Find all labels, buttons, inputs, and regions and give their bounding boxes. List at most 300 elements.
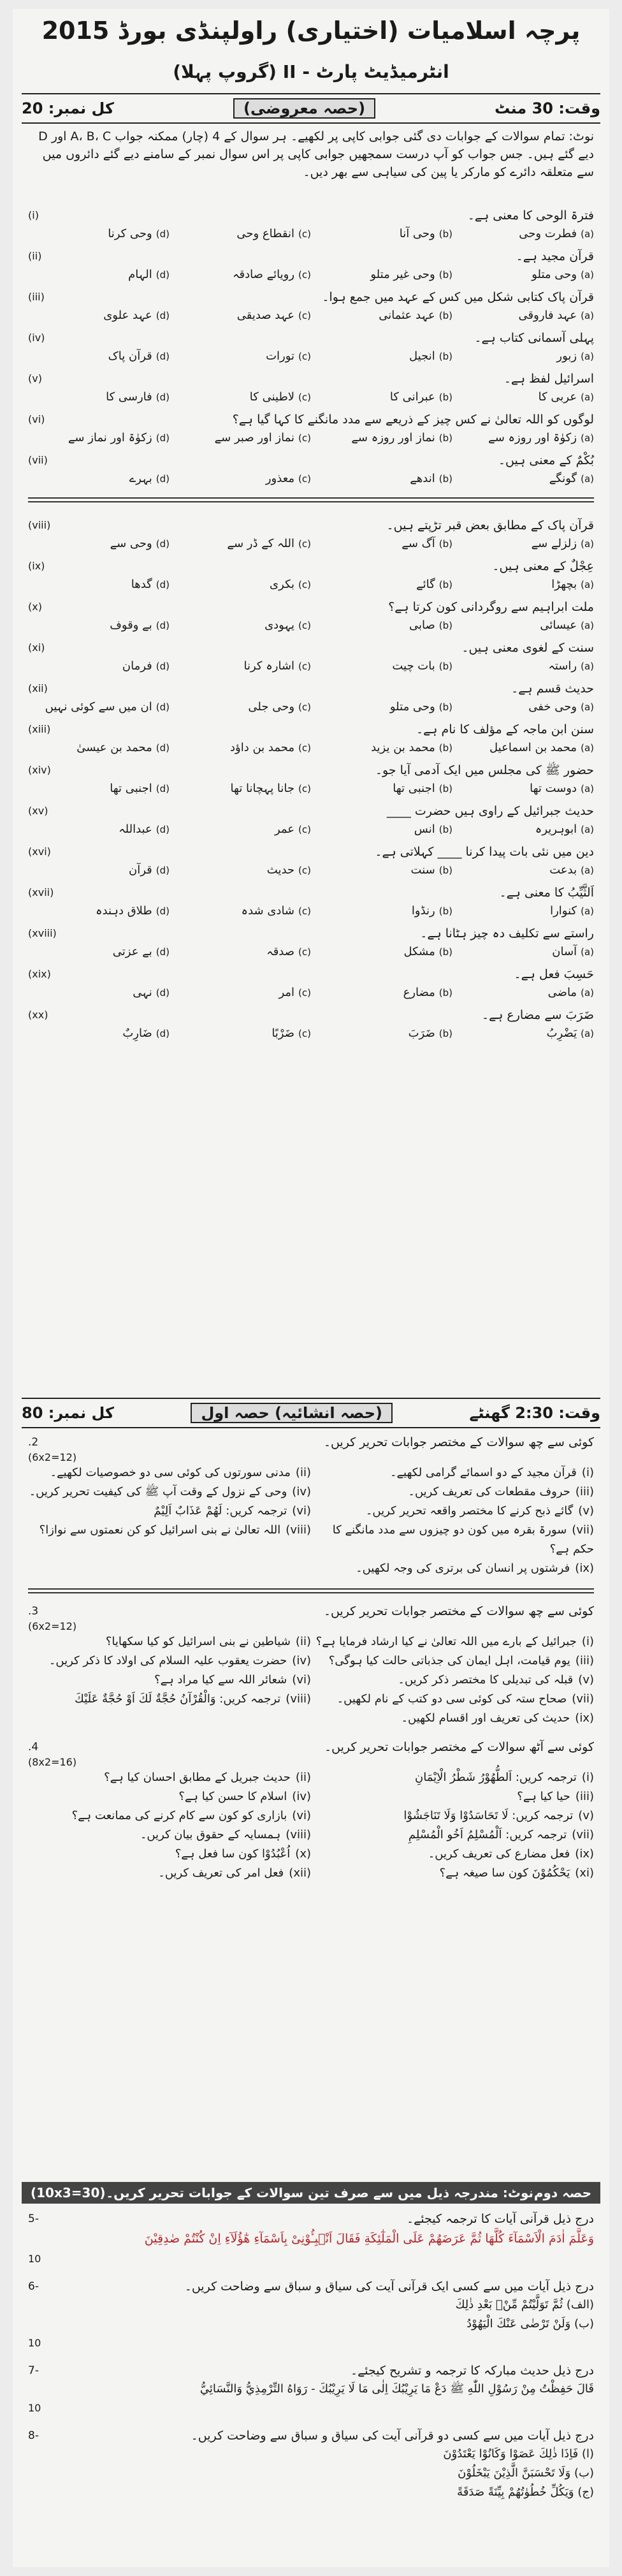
short-question-text: بازاری کو کون سے کام کرنے کی ممانعت ہے؟ bbox=[71, 1809, 287, 1822]
mcq-option: (d)نہی bbox=[133, 986, 170, 999]
mcq-question-text: قرآن پاک کتابی شکل میں کس کے عہد میں جمع ہوا۔ bbox=[322, 290, 594, 304]
mcq-option: (a)عہد فاروقی bbox=[518, 309, 594, 322]
mcq-option: (a)عیسائی bbox=[540, 618, 594, 632]
q4-marks: (8x2=16) bbox=[28, 1756, 77, 1768]
mcq-option: (a)زکوٰۃ اور روزہ سے bbox=[488, 431, 594, 444]
mcq-option-text: محمد بن داؤد bbox=[230, 741, 295, 754]
mcq-item bbox=[28, 247, 594, 284]
short-question-text: جبرائیل کے بارے میں اللہ تعالیٰ نے کیا ارشاد فرمایا ہے؟ bbox=[315, 1635, 577, 1648]
mcq-question-text: حَسِبَ فعل ہے۔ bbox=[514, 967, 594, 981]
short-question-text: اسلام کا حسن کیا ہے؟ bbox=[178, 1790, 287, 1803]
mcq-option: (c)وحی جلی bbox=[248, 700, 311, 714]
q8-item: (ج) وَيَكُلِّ خُطُوٰتُهُمْ بِيِّنَةً صَدَقَةً bbox=[457, 2485, 594, 2499]
mcq-option: (c)شادی شدہ bbox=[241, 904, 311, 918]
mcq-option: (a)وحی خفی bbox=[528, 700, 594, 714]
q8-label: -8 bbox=[28, 2429, 39, 2442]
mcq-option: (b)سنت bbox=[410, 863, 452, 877]
short-question-text: صحاح ستہ کی کوئی سی دو کتب کے نام لکھیں۔ bbox=[336, 1692, 567, 1706]
mcq-option: (b)ضَرَبَ bbox=[408, 1027, 452, 1040]
short-question-number: (i) bbox=[581, 1466, 594, 1479]
part-two-band bbox=[22, 2182, 600, 2204]
mcq-option-text: معذور bbox=[265, 472, 295, 485]
short-question-item bbox=[311, 1864, 594, 1883]
short-question-text: مدنی سورتوں کی کوئی سی دو خصوصیات لکھیے۔ bbox=[50, 1466, 291, 1479]
mcq-question-text: دین میں نئی بات پیدا کرنا ____ کہلاتی ہے۔ bbox=[375, 845, 594, 859]
short-question-item bbox=[311, 1768, 594, 1787]
mcq-option: (c)محمد بن داؤد bbox=[230, 741, 311, 754]
part-two-marks: (10x3=30) bbox=[31, 2185, 106, 2200]
mcq-option-text: بہرے bbox=[129, 472, 152, 485]
short-question-item bbox=[311, 1690, 594, 1709]
short-question-text: حدیث کی تعریف اور اقسام لکھیں۔ bbox=[401, 1711, 570, 1725]
short-question-text: فعل مضارع کی تعریف کریں۔ bbox=[428, 1847, 570, 1861]
short-question-item bbox=[311, 1482, 594, 1502]
mcq-option-text: گونگے bbox=[549, 472, 577, 485]
q8-text: درج ذیل آیات میں سے کسی دو قرآنی آیت کی سیاق و سباق سے وضاحت کریں۔ bbox=[191, 2429, 594, 2443]
short-question-item bbox=[28, 1671, 311, 1690]
q2-marks: (6x2=12) bbox=[28, 1451, 77, 1463]
mcq-option: (a)گونگے bbox=[549, 472, 594, 485]
mcq-option-text: ماضی bbox=[547, 986, 577, 999]
mcq-option-text: محمد بن اسماعیل bbox=[489, 741, 577, 754]
mcq-item bbox=[28, 557, 594, 594]
mcq-option: (d)گدھا bbox=[131, 578, 170, 591]
short-question-item bbox=[28, 1521, 311, 1559]
subjective-time: وقت: 2:30 گھنٹے bbox=[469, 1404, 600, 1422]
mcq-option-text: دوست تھا bbox=[530, 782, 577, 795]
short-question-item bbox=[28, 1806, 311, 1826]
q6-marks: 10 bbox=[28, 2337, 41, 2349]
q2-block bbox=[28, 1433, 594, 1578]
mcq-question-text: حضور ﷺ کی مجلس میں ایک آدمی آیا جو۔ bbox=[375, 763, 594, 777]
short-question-item bbox=[311, 1651, 594, 1671]
mcq-option: (a)فطرت وحی bbox=[519, 227, 594, 240]
mcq-option: (d)وحی کرنا bbox=[108, 227, 170, 240]
mcq-option: (a)عربی کا bbox=[538, 390, 594, 404]
mcq-item bbox=[28, 598, 594, 635]
short-question-item bbox=[28, 1709, 594, 1728]
mcq-option-text: وحی متلو bbox=[389, 700, 435, 714]
mcq-option-text: کنوارا bbox=[550, 904, 577, 918]
mcq-question-text: سنت کے لغوی معنی ہیں۔ bbox=[461, 641, 594, 655]
mcq-option-text: لاطینی کا bbox=[249, 390, 295, 404]
mcq-option-text: عہد علوی bbox=[103, 309, 152, 322]
short-question-text: فعل امر کی تعریف کریں۔ bbox=[158, 1866, 284, 1880]
mcq-option: (d)طلاق دہندہ bbox=[96, 904, 170, 918]
short-question-number: (ix) bbox=[575, 1847, 594, 1861]
short-question-number: (xi) bbox=[575, 1866, 594, 1880]
mcq-option-text: اجنبی تھا bbox=[393, 782, 435, 795]
mcq-option-text: رویائے صادقہ bbox=[232, 268, 295, 281]
mcq-item bbox=[28, 207, 594, 244]
short-question-text: حدیث جبریل کے مطابق احسان کیا ہے؟ bbox=[104, 1771, 291, 1784]
mcq-option: (d)قرآن bbox=[128, 863, 170, 877]
short-question-number: (iv) bbox=[292, 1485, 311, 1498]
mcq-option: (a)دوست تھا bbox=[530, 782, 594, 795]
q5-text: درج ذیل قرآنی آیات کا ترجمہ کیجئے۔ bbox=[407, 2212, 594, 2226]
q7-label: -7 bbox=[28, 2364, 39, 2377]
mcq-option: (c)یہودی bbox=[264, 618, 311, 632]
mcq-option: (c)ضَرْبًا bbox=[271, 1027, 311, 1040]
short-question-text: یوم قیامت، اہل ایمان کی جذباتی حالت کیا ہوگی؟ bbox=[328, 1654, 570, 1667]
mcq-option: (b)مضارع bbox=[403, 986, 452, 999]
q5-arabic: وَعَلَّمَ اٰدَمَ الْاَسْمَآءَ كُلَّهَا ثُمَّ عَرَضَهُمْ عَلَى الْمَلٰٓئِكَةِ فَقَالَ اَنْۢبِـُٔوْنِىْ بِاَسْمَآءِ هٰٓؤُلَآءِ اِنْ كُنْتُمْ صٰدِقِيْنَ bbox=[144, 2232, 594, 2246]
short-question-number: (iii) bbox=[575, 1654, 594, 1667]
mcq-option-text: وحی سے bbox=[110, 537, 152, 550]
objective-section bbox=[28, 128, 594, 181]
mcq-option: (a)ابوہریرہ bbox=[535, 823, 594, 836]
mcq-option: (d)ان میں سے کوئی نہیں bbox=[45, 700, 170, 714]
short-question-number: (ix) bbox=[575, 1711, 594, 1725]
mcq-option: (d)اجنبی تھا bbox=[110, 782, 170, 795]
q7-text: درج ذیل حدیث مبارکہ کا ترجمہ و تشریح کیجئے۔ bbox=[350, 2364, 594, 2378]
mcq-option-text: فارسی کا bbox=[106, 390, 152, 404]
mcq-question-number: (vii) bbox=[28, 454, 48, 466]
mcq-question-text: ضَرَبَ سے مضارع ہے۔ bbox=[481, 1008, 594, 1022]
short-question-item bbox=[28, 1787, 311, 1806]
mcq-option-text: ابوہریرہ bbox=[535, 823, 577, 836]
q8-item: (ا) فَاِذَا ذٰلِكَ عَصَوْا وَكَانُوْا يَعْتَدُوْنَ bbox=[443, 2447, 594, 2461]
mcq-option-text: عربی کا bbox=[538, 390, 577, 404]
q7-arabic: قَالَ حَفِظْتُ مِنْ رَسُوْلِ اللّٰهِ ﷺ دَعْ مَا يَرِيْبُكَ اِلٰى مَا لَا يَرِيْبُكَ - رَوَاهُ التِّرْمِذِيُّ وَالنَّسَائِيُّ bbox=[199, 2382, 594, 2396]
short-question-number: (vii) bbox=[572, 1523, 594, 1537]
mcq-option: (d)بے عزتی bbox=[112, 945, 170, 958]
mcq-option-text: انس bbox=[414, 823, 435, 836]
mcq-option: (d)الہام bbox=[128, 268, 170, 281]
mcq-option-text: عہد صدیقی bbox=[236, 309, 295, 322]
mcq-option: (d)زکوٰۃ اور نماز سے bbox=[68, 431, 170, 444]
objective-section-name: (حصہ معروضی) bbox=[233, 98, 375, 119]
mcq-option-text: بکری bbox=[270, 578, 295, 591]
mcq-question-number: (iii) bbox=[28, 291, 45, 303]
short-question-text: حیا کیا ہے؟ bbox=[517, 1790, 570, 1803]
mcq-option-text: محمد بن عیسیٰ bbox=[76, 741, 152, 754]
mcq-option-text: سنت bbox=[410, 863, 435, 877]
subjective-marks: کل نمبر: 80 bbox=[22, 1404, 114, 1422]
mcq-question-number: (iv) bbox=[28, 332, 45, 344]
mcq-option-text: اجنبی تھا bbox=[110, 782, 152, 795]
mcq-option: (c)بکری bbox=[270, 578, 311, 591]
q6-text: درج ذیل آیات میں سے کسی ایک قرآنی آیت کی سیاق و سباق سے وضاحت کریں۔ bbox=[184, 2280, 594, 2294]
short-question-item bbox=[311, 1826, 594, 1845]
mcq-option-text: عہد فاروقی bbox=[518, 309, 577, 322]
short-question-item bbox=[28, 1632, 311, 1651]
mcq-option: (c)معذور bbox=[265, 472, 311, 485]
mcq-option-text: عبرانی کا bbox=[389, 390, 435, 404]
exam-paper bbox=[13, 9, 609, 2567]
mcq-option: (c)نماز اور صبر سے bbox=[214, 431, 311, 444]
mcq-option-text: فرمان bbox=[122, 659, 152, 673]
short-question-item bbox=[311, 1671, 594, 1690]
q7-marks: 10 bbox=[28, 2402, 41, 2414]
mcq-option: (c)انقطاع وحی bbox=[236, 227, 311, 240]
short-question-text: ترجمہ کریں: اَلطُّهُوْرُ شَطْرُ الْاِيْمَانِ bbox=[415, 1771, 577, 1784]
short-question-item bbox=[28, 1651, 311, 1671]
mcq-item bbox=[28, 411, 594, 448]
mcq-option-text: ضَارِبٌ bbox=[122, 1027, 152, 1040]
short-question-number: (v) bbox=[578, 1673, 594, 1687]
short-question-text: یَحْكُمُوْنَ کون سا صیغہ ہے؟ bbox=[439, 1866, 570, 1880]
mcq-question-number: (viii) bbox=[28, 519, 51, 531]
divider bbox=[28, 497, 594, 502]
mcq-option: (b)گائے bbox=[416, 578, 452, 591]
mcq-option-text: نماز اور صبر سے bbox=[214, 431, 295, 444]
short-question-number: (vi) bbox=[292, 1809, 311, 1822]
short-question-item bbox=[311, 1787, 594, 1806]
mcq-option: (a)ماضی bbox=[547, 986, 594, 999]
short-question-number: (vi) bbox=[292, 1673, 311, 1687]
mcq-option-text: راستہ bbox=[548, 659, 577, 673]
mcq-option-text: وحی کرنا bbox=[108, 227, 152, 240]
short-question-number: (i) bbox=[581, 1635, 594, 1648]
short-question-number: (ix) bbox=[575, 1562, 594, 1575]
mcq-option-text: رنڈوا bbox=[411, 904, 435, 918]
mcq-option-text: گدھا bbox=[131, 578, 152, 591]
mcq-option-text: تورات bbox=[266, 349, 295, 363]
mcq-option-text: شادی شدہ bbox=[241, 904, 295, 918]
short-question-item bbox=[28, 1559, 594, 1578]
mcq-question-text: قرآن مجید ہے۔ bbox=[516, 249, 594, 263]
mcq-option: (d)عہد علوی bbox=[103, 309, 170, 322]
short-question-text: سورۃ بقرہ میں کون دو چیزوں سے مدد مانگنے کا حکم ہے؟ bbox=[332, 1523, 594, 1556]
q6-item: (ب) وَلَنْ تَرْضٰى عَنْكَ الْيَهُوْدُ bbox=[466, 2317, 594, 2331]
mcq-item bbox=[28, 1006, 594, 1043]
mcq-option-text: زکوٰۃ اور روزہ سے bbox=[488, 431, 577, 444]
mcq-item bbox=[28, 721, 594, 757]
mcq-item bbox=[28, 451, 594, 488]
q8 bbox=[28, 2427, 594, 2502]
mcq-option-text: صابی bbox=[409, 618, 435, 632]
mcq-option-text: زبور bbox=[556, 349, 577, 363]
short-question-text: قبلہ کی تبدیلی کا مختصر ذکر کریں۔ bbox=[398, 1673, 574, 1687]
mcq-item bbox=[28, 925, 594, 962]
mcq-option-text: حدیث bbox=[266, 863, 295, 877]
mcq-option: (b)بات چیت bbox=[392, 659, 452, 673]
short-question-item bbox=[311, 1521, 594, 1559]
mcq-question-text: ملت ابراہیم سے روگردانی کون کرتا ہے؟ bbox=[388, 600, 594, 614]
short-question-number: (ii) bbox=[295, 1635, 311, 1648]
mcq-option: (d)عبداللہ bbox=[119, 823, 170, 836]
mcq-question-number: (xix) bbox=[28, 968, 51, 980]
q3-block bbox=[28, 1602, 594, 1728]
mcq-option-text: نماز اور روزہ سے bbox=[351, 431, 435, 444]
mcq-question-number: (xii) bbox=[28, 682, 48, 694]
mcq-question-text: اسرائیل لفظ ہے۔ bbox=[503, 372, 594, 386]
mcq-option: (b)مشکل bbox=[403, 945, 452, 958]
mcq-question-number: (xiv) bbox=[28, 764, 51, 776]
q3-marks: (6x2=12) bbox=[28, 1620, 77, 1632]
q4-block bbox=[28, 1738, 594, 1883]
mcq-option-text: مضارع bbox=[403, 986, 435, 999]
mcq-option: (c)امر bbox=[278, 986, 311, 999]
short-question-number: (viii) bbox=[286, 1828, 311, 1841]
mcq-question-number: (ix) bbox=[28, 560, 45, 572]
subjective-section-name: (حصہ انشائیہ) حصہ اول bbox=[191, 1403, 393, 1423]
mcq-option-text: اللہ کے ڈر سے bbox=[227, 537, 295, 550]
mcq-question-text: حدیث قسم ہے۔ bbox=[511, 682, 594, 696]
mcq-option: (c)رویائے صادقہ bbox=[232, 268, 311, 281]
short-question-number: (xii) bbox=[289, 1866, 311, 1880]
mcq-question-number: (xvi) bbox=[28, 845, 51, 858]
mcq-option: (a)یَضْرِبُ bbox=[546, 1027, 594, 1040]
short-question-item bbox=[311, 1806, 594, 1826]
mcq-option: (d)بے وقوف bbox=[110, 618, 170, 632]
mcq-question-number: (xvii) bbox=[28, 886, 54, 898]
mcq-question-text: عِجْلٌ کے معنی ہیں۔ bbox=[492, 559, 594, 573]
mcq-option: (a)آسان bbox=[552, 945, 594, 958]
mcq-option-text: وحی آنا bbox=[399, 227, 435, 240]
short-question-item bbox=[28, 1482, 311, 1502]
mcq-option-text: محمد بن یزید bbox=[371, 741, 435, 754]
mcq-option-text: مشکل bbox=[403, 945, 435, 958]
mcq-option: (d)وحی سے bbox=[110, 537, 170, 550]
short-question-text: شعائر اللہ سے کیا مراد ہے؟ bbox=[154, 1673, 287, 1687]
short-question-item bbox=[28, 1768, 311, 1787]
q5-label: -5 bbox=[28, 2213, 39, 2225]
short-question-number: (iv) bbox=[292, 1654, 311, 1667]
mcq-option-text: اشارہ کرنا bbox=[243, 659, 295, 673]
mcq-option: (d)بہرے bbox=[129, 472, 170, 485]
short-question-item bbox=[28, 1690, 311, 1709]
mcq-option: (c)عہد صدیقی bbox=[236, 309, 311, 322]
mcq-option-text: وحی غیر متلو bbox=[370, 268, 435, 281]
short-question-item bbox=[311, 1502, 594, 1521]
paper-title: پرچہ اسلامیات (اختیاری) راولپنڈی بورڈ 2015 bbox=[41, 17, 581, 45]
mcq-option-text: قرآن پاک bbox=[108, 349, 152, 363]
mcq-question-number: (x) bbox=[28, 601, 42, 613]
short-question-text: قرآن مجید کے دو اسمائے گرامی لکھیے۔ bbox=[389, 1466, 577, 1479]
objective-time: وقت: 30 منٹ bbox=[495, 99, 600, 117]
mcq-option: (c)اشارہ کرنا bbox=[243, 659, 311, 673]
mcq-question-text: حدیث جبرائیل کے راوی ہیں حضرت ____ bbox=[386, 804, 594, 818]
short-question-text: ترجمہ کریں: وَالْقُرْآنُ حُجَّةٌ لَكَ اَوْ حُجَّةٌ عَلَيْكَ bbox=[75, 1692, 281, 1706]
short-question-text: اللہ تعالیٰ نے بنی اسرائیل کو کن نعمتوں سے نوازا؟ bbox=[39, 1523, 281, 1537]
mcq-option: (b)عہد عثمانی bbox=[379, 309, 452, 322]
long-questions bbox=[28, 2210, 594, 2502]
mcq-question-text: بُکْمٌ کے معنی ہیں۔ bbox=[498, 453, 594, 467]
mcq-option-text: جانا پہچانا تھا bbox=[230, 782, 295, 795]
short-question-text: ترجمہ کریں: لَهُمْ عَذَابٌ اَلِيْمٌ bbox=[154, 1504, 287, 1518]
mcq-option-text: بدعت bbox=[549, 863, 577, 877]
mcq-option-text: انقطاع وحی bbox=[236, 227, 295, 240]
q8-item: (ب) وَلَا تَحْسَبَنَّ الَّذِيْنَ يَبْخَلُوْنَ bbox=[458, 2466, 594, 2480]
mcq-option: (d)فارسی کا bbox=[106, 390, 170, 404]
mcq-option-text: ان میں سے کوئی نہیں bbox=[45, 700, 152, 714]
mcq-question-number: (xv) bbox=[28, 805, 48, 817]
mcq-option-text: عیسائی bbox=[540, 618, 577, 632]
mcq-list bbox=[28, 207, 594, 1047]
short-question-item bbox=[28, 1845, 311, 1864]
mcq-option: (c)عمر bbox=[274, 823, 311, 836]
mcq-question-number: (xx) bbox=[28, 1009, 48, 1021]
mcq-option: (a)وحی متلو bbox=[532, 268, 594, 281]
mcq-question-text: قرآن پاک کے مطابق بعض قبر تڑپتے ہیں۔ bbox=[386, 518, 594, 532]
mcq-option-text: عبداللہ bbox=[119, 823, 152, 836]
mcq-option: (c)صدقہ bbox=[266, 945, 311, 958]
divider bbox=[28, 1588, 594, 1593]
mcq-option: (c)تورات bbox=[266, 349, 311, 363]
part-two-title: حصہ دوم bbox=[533, 2185, 591, 2200]
short-question-item bbox=[311, 1632, 594, 1651]
short-question-item bbox=[28, 1463, 311, 1482]
short-question-text: حروف مقطعات کی تعریف کریں۔ bbox=[408, 1485, 570, 1498]
mcq-option: (b)انجیل bbox=[409, 349, 452, 363]
short-question-text: وحی کے نزول کے وقت آپ ﷺ کی کیفیت تحریر کریں۔ bbox=[29, 1485, 287, 1498]
mcq-option: (d)فرمان bbox=[122, 659, 170, 673]
mcq-item bbox=[28, 370, 594, 407]
mcq-option: (b)وحی آنا bbox=[399, 227, 452, 240]
mcq-option-text: زلزلے سے bbox=[531, 537, 577, 550]
mcq-option: (a)زبور bbox=[556, 349, 594, 363]
short-question-text: شیاطین نے بنی اسرائیل کو کیا سکھایا؟ bbox=[105, 1635, 291, 1648]
mcq-option: (d)ضَارِبٌ bbox=[122, 1027, 170, 1040]
mcq-option: (a)راستہ bbox=[548, 659, 594, 673]
mcq-option-text: الہام bbox=[128, 268, 152, 281]
mcq-item bbox=[28, 639, 594, 676]
q6-item: (الف) ثُمَّ تَوَلَّيْتُمْ مِّنْۢ بَعْدِ ذٰلِكَ bbox=[455, 2298, 594, 2311]
mcq-option: (a)کنوارا bbox=[550, 904, 594, 918]
q5 bbox=[28, 2210, 594, 2269]
mcq-question-text: راستے سے تکلیف دہ چیز ہٹانا ہے۔ bbox=[420, 926, 594, 940]
q4-label: 4. bbox=[28, 1741, 39, 1753]
short-question-number: (v) bbox=[578, 1504, 594, 1518]
mcq-item bbox=[28, 680, 594, 717]
mcq-option: (b)اجنبی تھا bbox=[393, 782, 452, 795]
short-question-number: (iv) bbox=[292, 1790, 311, 1803]
mcq-item bbox=[28, 965, 594, 1002]
objective-marks: کل نمبر: 20 bbox=[22, 99, 114, 117]
short-question-number: (iii) bbox=[575, 1485, 594, 1498]
mcq-item bbox=[28, 884, 594, 921]
mcq-option-text: ضَرْبًا bbox=[271, 1027, 295, 1040]
q2-label: 2. bbox=[28, 1436, 39, 1449]
mcq-option-text: بے وقوف bbox=[110, 618, 152, 632]
mcq-option-text: عمر bbox=[274, 823, 295, 836]
mcq-option: (b)صابی bbox=[409, 618, 452, 632]
mcq-question-text: فترۃ الوحی کا معنی ہے۔ bbox=[467, 209, 594, 223]
mcq-option: (d)محمد بن عیسیٰ bbox=[76, 741, 170, 754]
mcq-option-text: قرآن bbox=[128, 863, 152, 877]
short-question-text: حضرت یعقوب علیہ السلام کی اولاد کا ذکر کریں۔ bbox=[48, 1654, 287, 1667]
mcq-option-text: آسان bbox=[552, 945, 577, 958]
paper-subtitle: انٹرمیڈیٹ پارٹ - II (گروپ پہلا) bbox=[173, 61, 449, 82]
mcq-question-number: (i) bbox=[28, 209, 39, 221]
short-question-number: (x) bbox=[295, 1847, 311, 1861]
mcq-option-text: امر bbox=[278, 986, 295, 999]
mcq-option: (a)محمد بن اسماعیل bbox=[489, 741, 594, 754]
mcq-option-text: فطرت وحی bbox=[519, 227, 577, 240]
mcq-question-number: (ii) bbox=[28, 250, 42, 262]
mcq-option-text: زکوٰۃ اور نماز سے bbox=[68, 431, 152, 444]
objective-note: نوٹ: تمام سوالات کے جوابات دی گئی جوابی کاپی پر لکھیے۔ ہر سوال کے 4 (چار) ممکنہ جواب A، B، C اور D دیے گئے ہیں۔ جس جواب کو آپ درست سمجھیں جوابی کاپی پر اس سوال نمبر کے سامنے دیے گئے دائروں میں سے متعلقہ دائرے کو مارکر یا پین کی سیاہی سے بھر دیں۔ bbox=[38, 129, 594, 179]
mcq-question-text: لوگوں کو اللہ تعالیٰ نے کس چیز کے ذریعے سے مدد مانگنے کا کہا گیا ہے؟ bbox=[232, 413, 594, 427]
mcq-option: (c)اللہ کے ڈر سے bbox=[227, 537, 311, 550]
mcq-item bbox=[28, 516, 594, 553]
mcq-question-number: (xviii) bbox=[28, 927, 57, 939]
mcq-option: (d)قرآن پاک bbox=[108, 349, 170, 363]
short-question-number: (vii) bbox=[572, 1828, 594, 1841]
objective-header-band bbox=[22, 93, 600, 124]
mcq-item bbox=[28, 843, 594, 880]
part-two-note: نوٹ: مندرجہ ذیل میں سے صرف تین سوالات کے جوابات تحریر کریں۔ bbox=[106, 2185, 534, 2200]
mcq-option-text: آگ سے bbox=[401, 537, 435, 550]
short-question-number: (iii) bbox=[575, 1790, 594, 1803]
short-question-number: (vii) bbox=[572, 1692, 594, 1706]
short-question-number: (viii) bbox=[286, 1523, 311, 1537]
short-question-number: (ii) bbox=[295, 1466, 311, 1479]
q5-marks: 10 bbox=[28, 2253, 41, 2265]
mcq-item bbox=[28, 329, 594, 366]
